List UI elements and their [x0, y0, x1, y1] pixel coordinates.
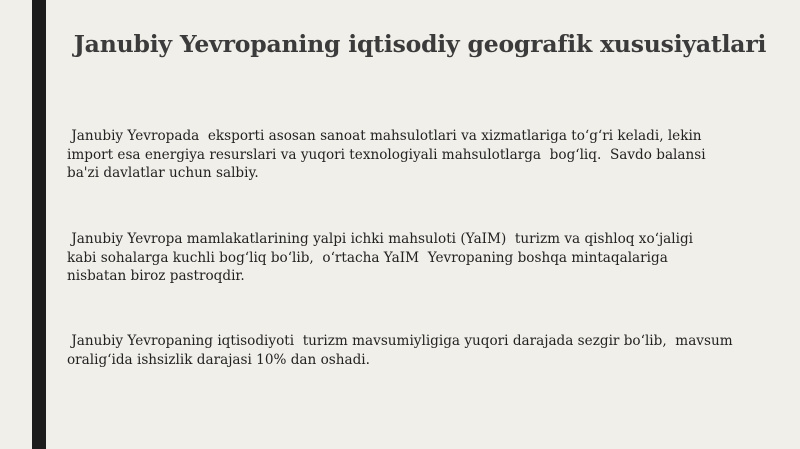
paragraph-tourism-unemployment [67, 332, 733, 369]
paragraph-line: Janubiy Yevropaning iqtisodiyoti turizm mavsumiyligiga yuqori darajada sezgir bo‘lib, mavsum [67, 333, 733, 349]
paragraph-gdp [67, 230, 693, 286]
paragraph-line: Janubiy Yevropada eksporti asosan sanoat mahsulotlari va xizmatlariga to‘g‘ri keladi, lekin [67, 128, 702, 144]
paragraph-line: nisbatan biroz pastroqdir. [67, 268, 245, 284]
paragraph-line: oralig‘ida ishsizlik darajasi 10% dan oshadi. [67, 351, 370, 368]
paragraph-line: kabi sohalarga kuchli bog‘liq bo‘lib, o‘rtacha YaIM Yevropaning boshqa mintaqalariga [67, 249, 668, 266]
paragraph-line: import esa energiya resurslari va yuqori texnologiyali mahsulotlarga bog‘liq. Savdo balansi [67, 146, 706, 163]
paragraph-line: Janubiy Yevropa mamlakatlarining yalpi ichki mahsuloti (YaIM) turizm va qishloq xo‘jaligi [67, 231, 694, 247]
slide-title: Janubiy Yevropaning iqtisodiy geografik xususiyatlari [73, 30, 767, 58]
accent-bar [32, 0, 46, 449]
paragraph-export-import [67, 127, 706, 183]
paragraph-line: ba'zi davlatlar uchun salbiy. [67, 165, 259, 181]
